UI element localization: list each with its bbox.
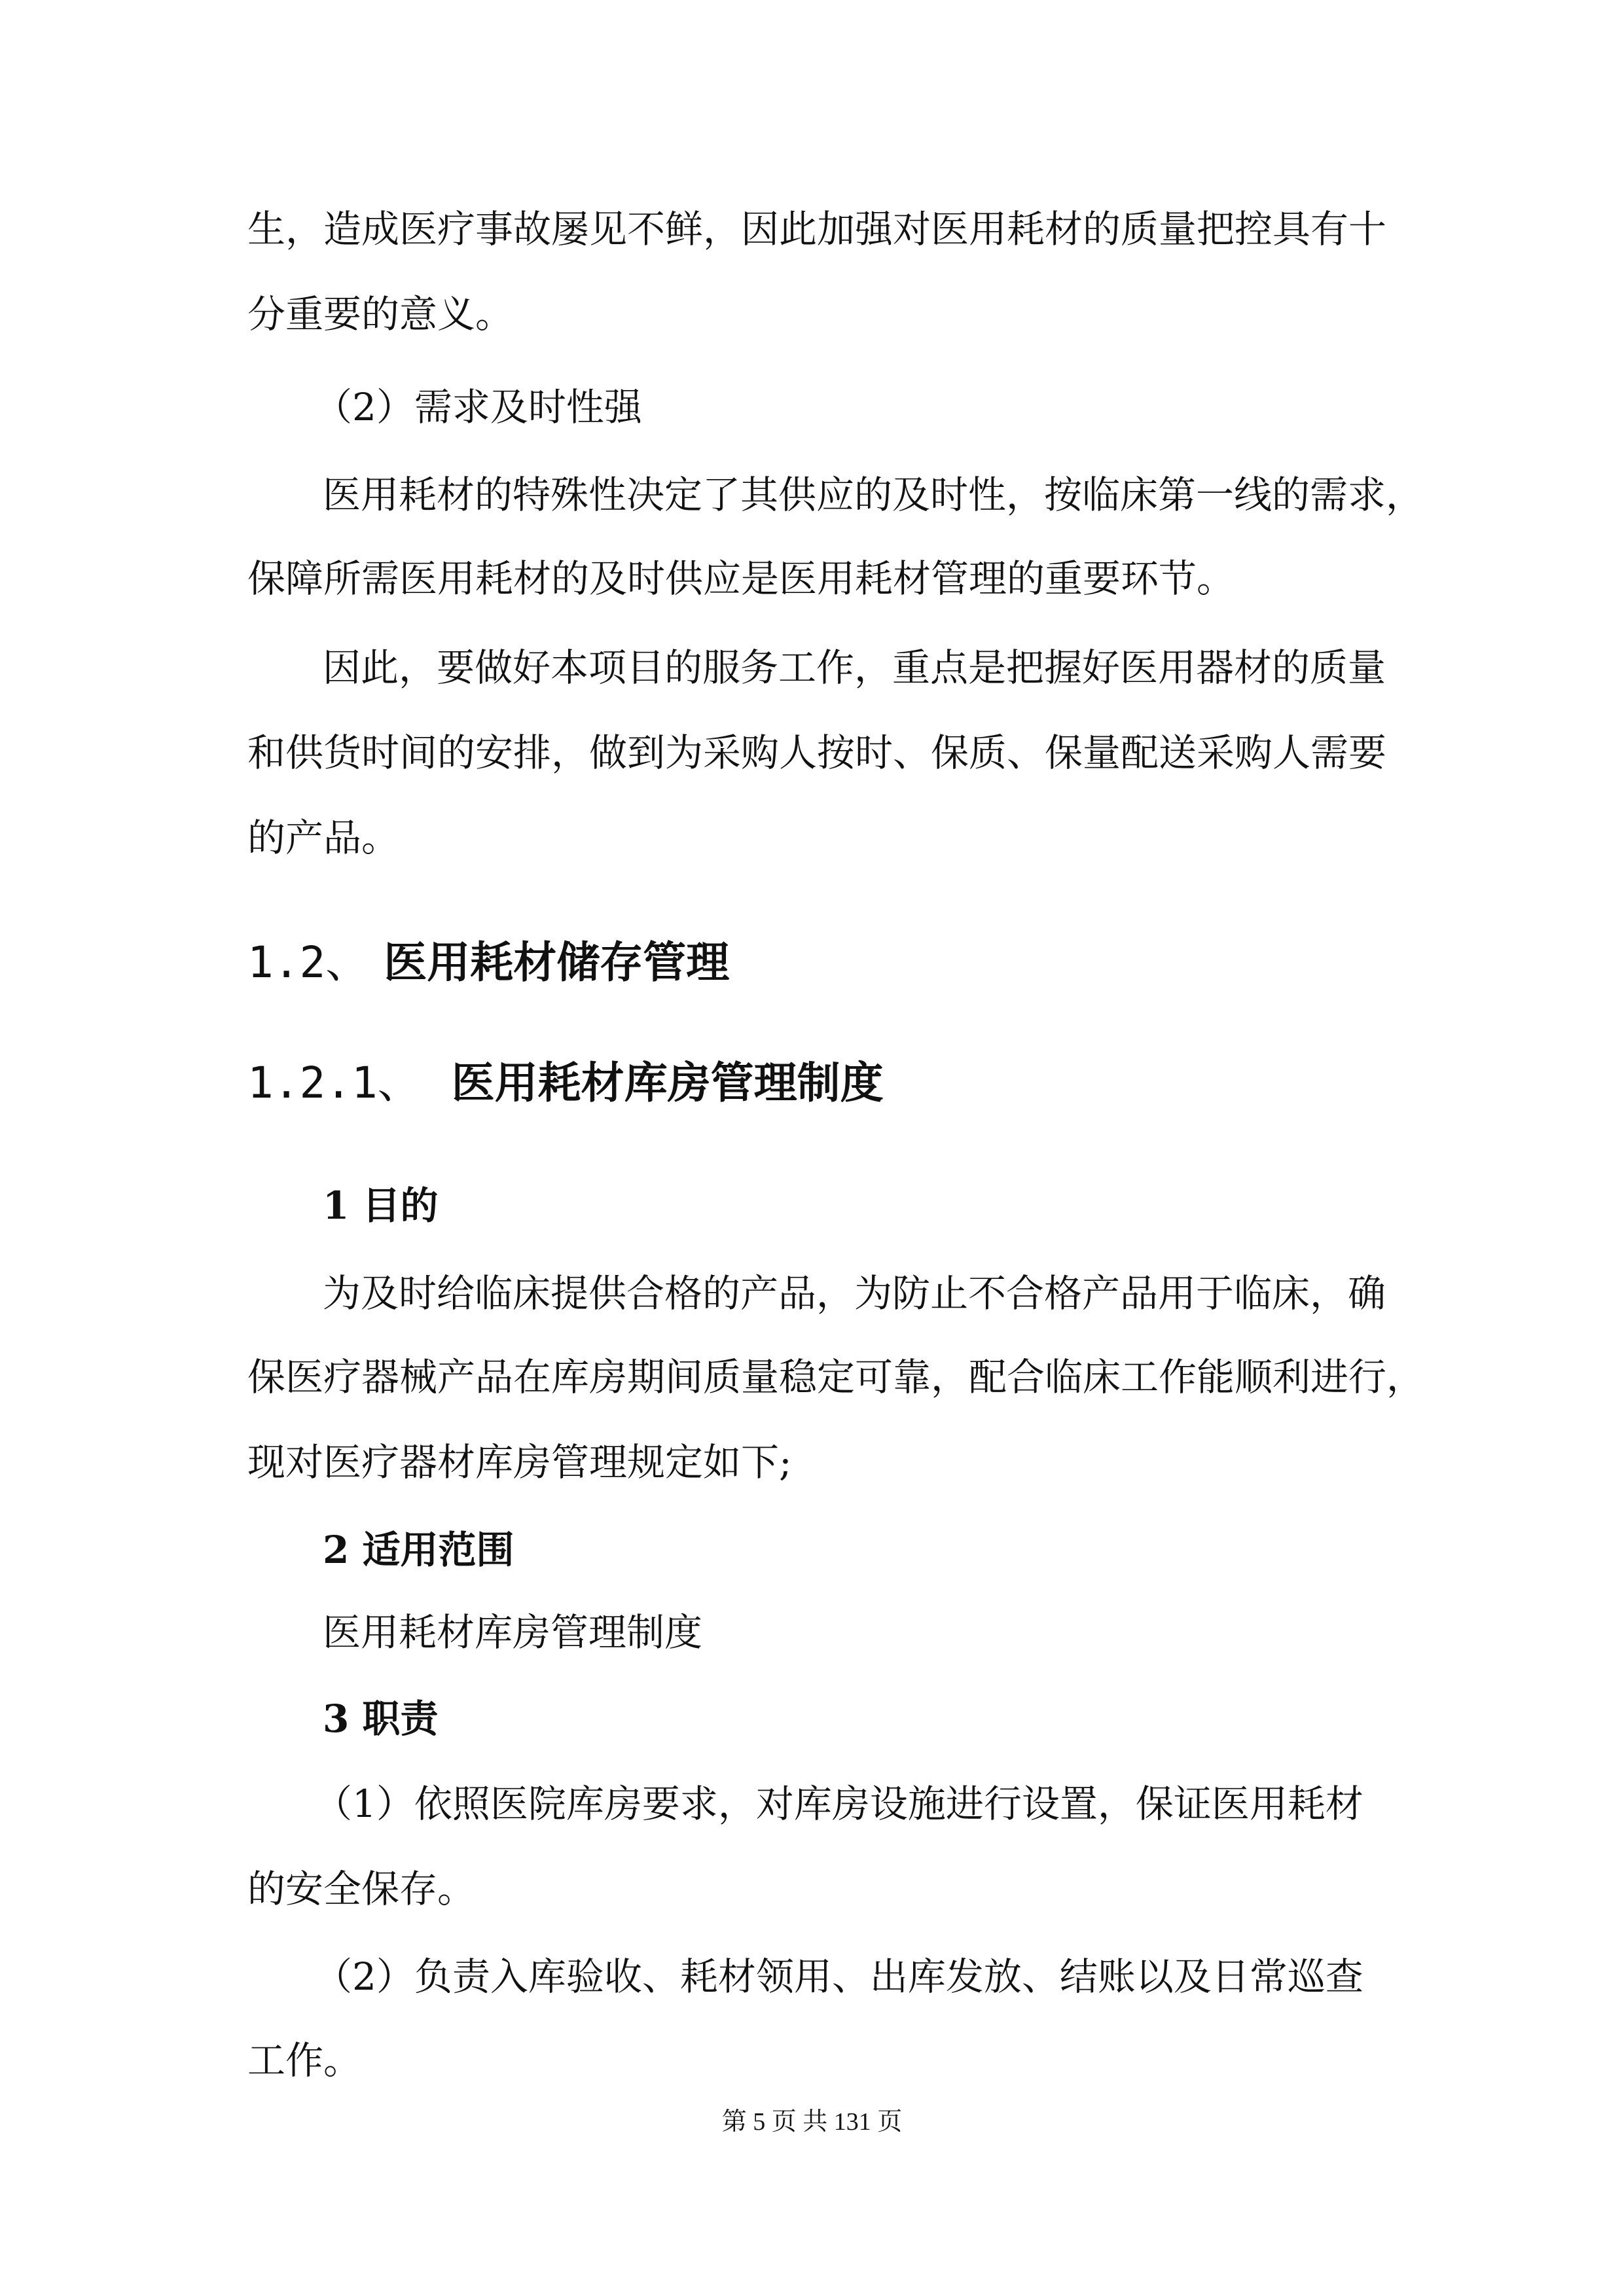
paragraph-line: 医用耗材库房管理制度 [323,1610,703,1655]
paragraph-line: 分重要的意义。 [247,292,514,336]
section-heading-1-2-1 [247,1055,884,1111]
paragraph-line: 工作。 [247,2038,362,2083]
paragraph-line: （1）依照医院库房要求，对库房设施进行设置，保证医用耗材 [314,1782,1363,1826]
paragraph-line: 为及时给临床提供合格的产品，为防止不合格产品用于临床，确 [323,1271,1386,1316]
paragraph-line: 的安全保存。 [247,1867,476,1911]
heading-scope: 2 适用范围 [323,1528,514,1572]
paragraph-line: 保障所需医用耗材的及时供应是医用耗材管理的重要环节。 [247,556,1235,601]
page-footer: 第 5 页 共 131 页 [721,2108,903,2136]
section-heading-1-2 [247,935,729,990]
heading-duties: 3 职责 [323,1696,439,1741]
section-title: 医用耗材储存管理 [384,937,730,988]
paragraph-line: （2）负责入库验收、耗材领用、出库发放、结账以及日常巡查 [314,1954,1363,1999]
section-number: 1.2.1、 [247,1058,421,1108]
subheading-demand-timeliness: （2）需求及时性强 [314,385,642,429]
heading-purpose: 1 目的 [323,1183,439,1228]
paragraph-line: 生，造成医疗事故屡见不鲜，因此加强对医用耗材的质量把控具有十 [247,207,1387,251]
paragraph-line: 和供货时间的安排，做到为采购人按时、保质、保量配送采购人需要 [247,730,1387,775]
paragraph-line: 现对医疗器材库房管理规定如下; [247,1440,792,1484]
paragraph-line: 医用耗材的特殊性决定了其供应的及时性，按临床第一线的需求， [323,473,1424,517]
paragraph-line: 的产品。 [247,816,400,860]
paragraph-line: 保医疗器械产品在库房期间质量稳定可靠，配合临床工作能顺利进行， [247,1355,1425,1399]
section-number: 1.2、 [247,937,369,988]
section-title: 医用耗材库房管理制度 [451,1057,884,1108]
paragraph-line: 因此，要做好本项目的服务工作，重点是把握好医用器材的质量 [323,645,1386,690]
